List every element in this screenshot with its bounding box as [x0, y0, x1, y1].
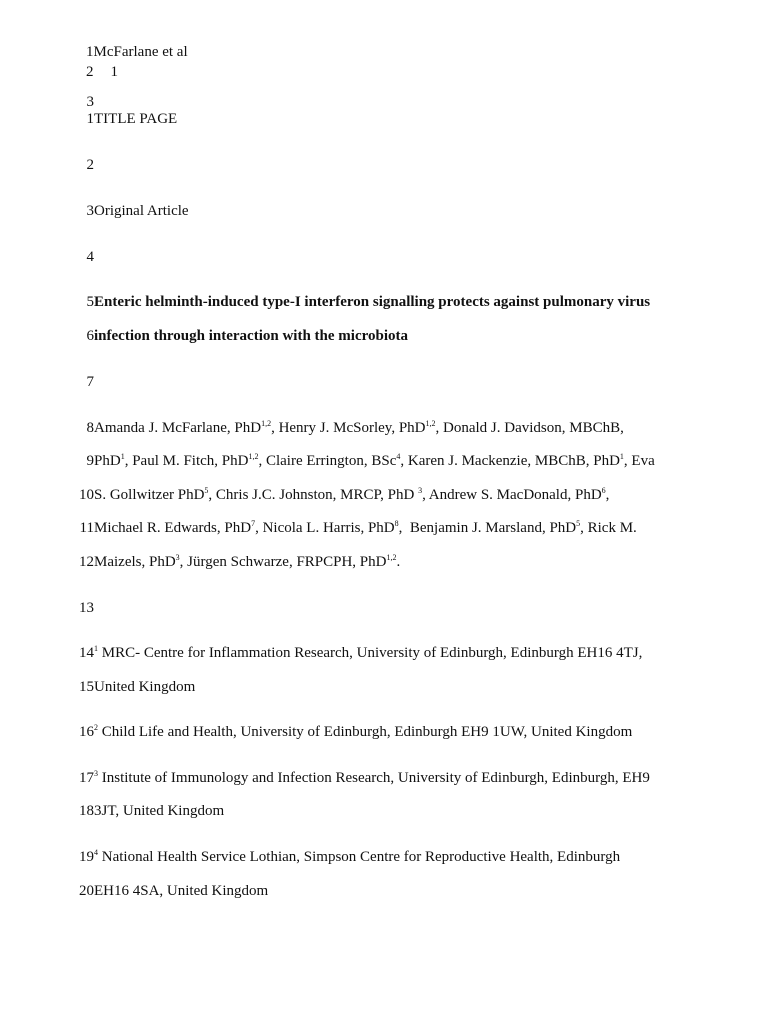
text-line	[0, 155, 770, 175]
author-line: S. Gollwitzer PhD$^5$, Chris J.C. Johnston, MRCP, PhD $^3$, Andrew S. MacDonald, PhD$^6$,	[94, 486, 610, 503]
page-number-row	[86, 62, 118, 82]
affiliation-line: $^1$ MRC- Centre for Inflammation Research, University of Edinburgh, Edinburgh EH16 4TJ,	[94, 644, 643, 661]
text-line	[0, 881, 770, 901]
text-line	[0, 201, 770, 221]
text-line	[0, 372, 770, 392]
line-number: 20	[79, 883, 94, 899]
line-number: 6	[86, 328, 94, 344]
text-line	[0, 451, 770, 471]
author-line: PhD$^1$, Paul M. Fitch, PhD$^{1,2}$, Claire Errington, BSc$^4$, Karen J. Mackenzie, MBChB, PhD$^1$, Eva	[94, 452, 655, 469]
line-number: 12	[79, 554, 94, 570]
affiliation-line: 3JT, United Kingdom	[94, 803, 225, 819]
text-line	[0, 418, 770, 438]
running-head-text: McFarlane et al	[93, 44, 188, 60]
title-page-label: TITLE PAGE	[94, 111, 178, 127]
affiliation-line: EH16 4SA, United Kingdom	[94, 883, 269, 899]
text-line	[0, 847, 770, 867]
line-number: 10	[79, 487, 94, 503]
author-line: Amanda J. McFarlane, PhD$^{1,2}$, Henry J. McSorley, PhD$^{1,2}$, Donald J. Davidson, MBChB,	[94, 419, 624, 436]
text-line	[0, 485, 770, 505]
affiliation-line: United Kingdom	[94, 679, 196, 695]
line-number: 17	[79, 770, 94, 786]
line-number: 4	[86, 249, 94, 265]
text-line	[0, 292, 770, 312]
affiliation-line: $^2$ Child Life and Health, University of Edinburgh, Edinburgh EH9 1UW, United Kingdom	[94, 723, 633, 740]
article-type: Original Article	[94, 203, 189, 219]
header-line-number-2: 2	[86, 64, 94, 80]
text-line	[0, 518, 770, 538]
text-line	[0, 598, 770, 618]
line-number: 19	[79, 849, 94, 865]
line-number: 8	[86, 420, 94, 436]
line-number: 15	[79, 679, 94, 695]
text-line	[0, 109, 770, 129]
text-line	[0, 247, 770, 267]
line-number: 3	[86, 94, 94, 110]
affiliation-line: $^4$ National Health Service Lothian, Simpson Centre for Reproductive Health, Edinburgh	[94, 848, 621, 865]
line-number: 11	[79, 520, 94, 536]
text-line	[0, 768, 770, 788]
line-number: 2	[86, 157, 94, 173]
line-number: 13	[79, 600, 94, 616]
line-number: 3	[86, 203, 94, 219]
author-line: Maizels, PhD$^3$, Jürgen Schwarze, FRPCPH, PhD$^{1,2}$.	[94, 553, 401, 570]
text-line	[0, 677, 770, 697]
header-line-number: 1	[86, 44, 94, 60]
line-number: 18	[79, 803, 94, 819]
text-line	[0, 552, 770, 572]
line-number: 16	[79, 724, 94, 740]
line-number: 5	[86, 294, 94, 310]
page-number: 1	[110, 64, 118, 80]
author-line: Michael R. Edwards, PhD$^7$, Nicola L. Harris, PhD$^8$, Benjamin J. Marsland, PhD$^5$, Rick M.	[94, 519, 637, 536]
running-header	[86, 42, 188, 62]
text-line	[0, 722, 770, 742]
article-title-line-1: Enteric helminth-induced type-I interferon signalling protects against pulmonary virus	[94, 294, 651, 310]
text-line	[0, 643, 770, 663]
article-title-line-2: infection through interaction with the microbiota	[94, 328, 409, 344]
line-number: 7	[86, 374, 94, 390]
affiliation-line: $^3$ Institute of Immunology and Infection Research, University of Edinburgh, Edinburgh, EH9	[94, 769, 650, 786]
line-number: 14	[79, 645, 94, 661]
text-line	[0, 326, 770, 346]
line-number: 1	[86, 111, 94, 127]
text-line	[0, 801, 770, 821]
line-number: 9	[86, 453, 94, 469]
